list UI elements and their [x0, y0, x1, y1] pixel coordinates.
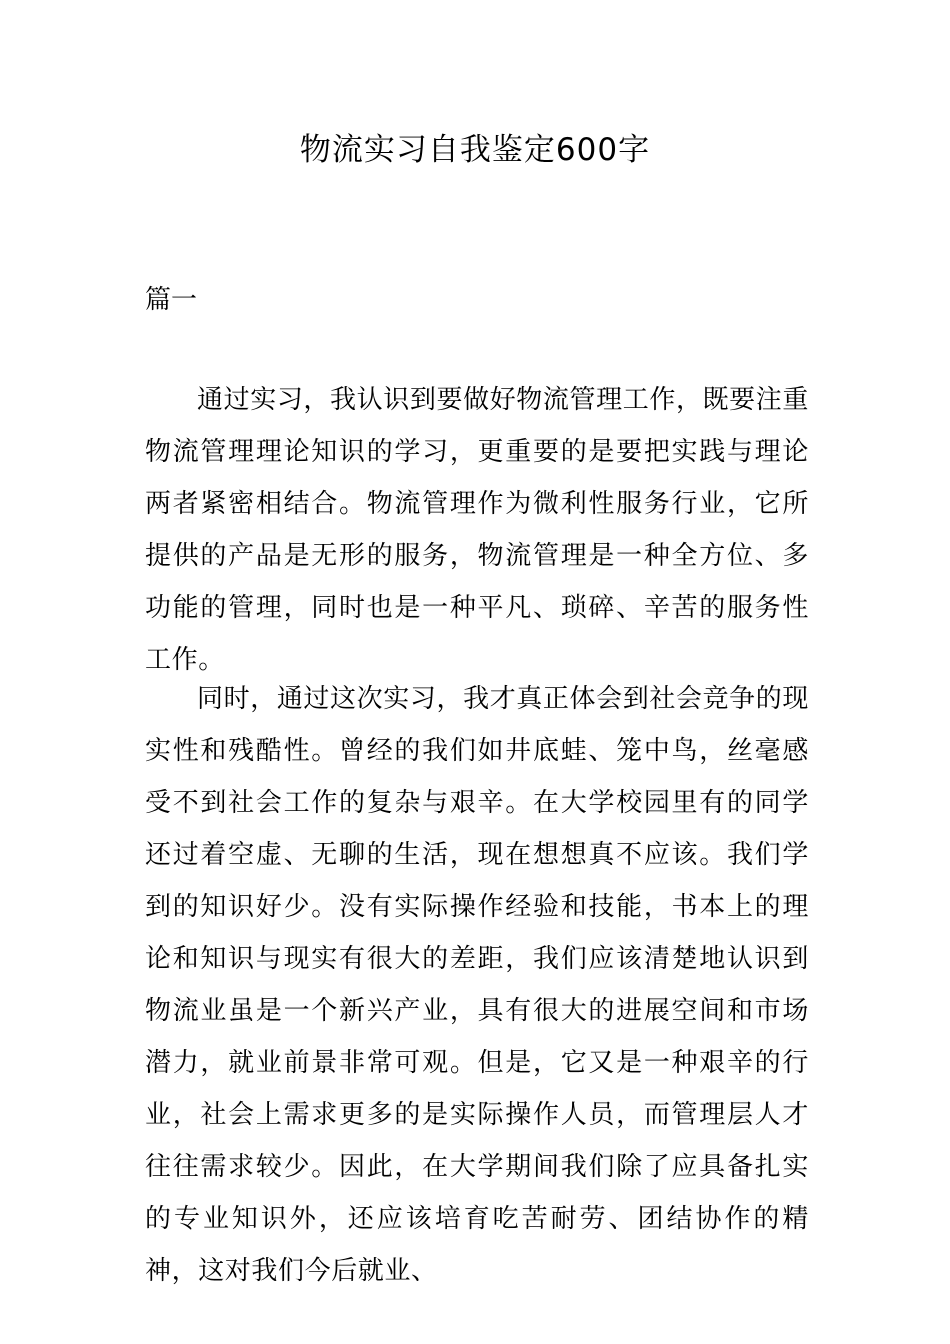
paragraph-2: 同时，通过这次实习，我才真正体会到社会竞争的现实性和残酷性。曾经的我们如井底蛙、笼中鸟，丝毫感受不到社会工作的复杂与艰辛。在大学校园里有的同学还过着空虚、无聊的生活，现在想想真不应该。我们学到的知识好少。没有实际操作经验和技能，书本上的理论和知识与现实有很大的差距，我们应该清楚地认识到物流业虽是一个新兴产业，具有很大的进展空间和市场潜力，就业前景非常可观。但是，它又是一种艰辛的行业，社会上需求更多的是实际操作人员，而管理层人才往往需求较少。因此，在大学期间我们除了应具备扎实的专业知识外，还应该培育吃苦耐劳、团结协作的精神，这对我们今后就业、: [145, 684, 809, 1286]
section-label: 篇一: [145, 285, 198, 315]
paragraph-1: 通过实习，我认识到要做好物流管理工作，既要注重物流管理理论知识的学习，更重要的是要把实践与理论两者紧密相结合。物流管理作为微利性服务行业，它所提供的产品是无形的服务，物流管理是一种全方位、多功能的管理，同时也是一种平凡、琐碎、辛苦的服务性工作。: [145, 385, 809, 675]
document-title: 物流实习自我鉴定600字: [299, 132, 651, 168]
